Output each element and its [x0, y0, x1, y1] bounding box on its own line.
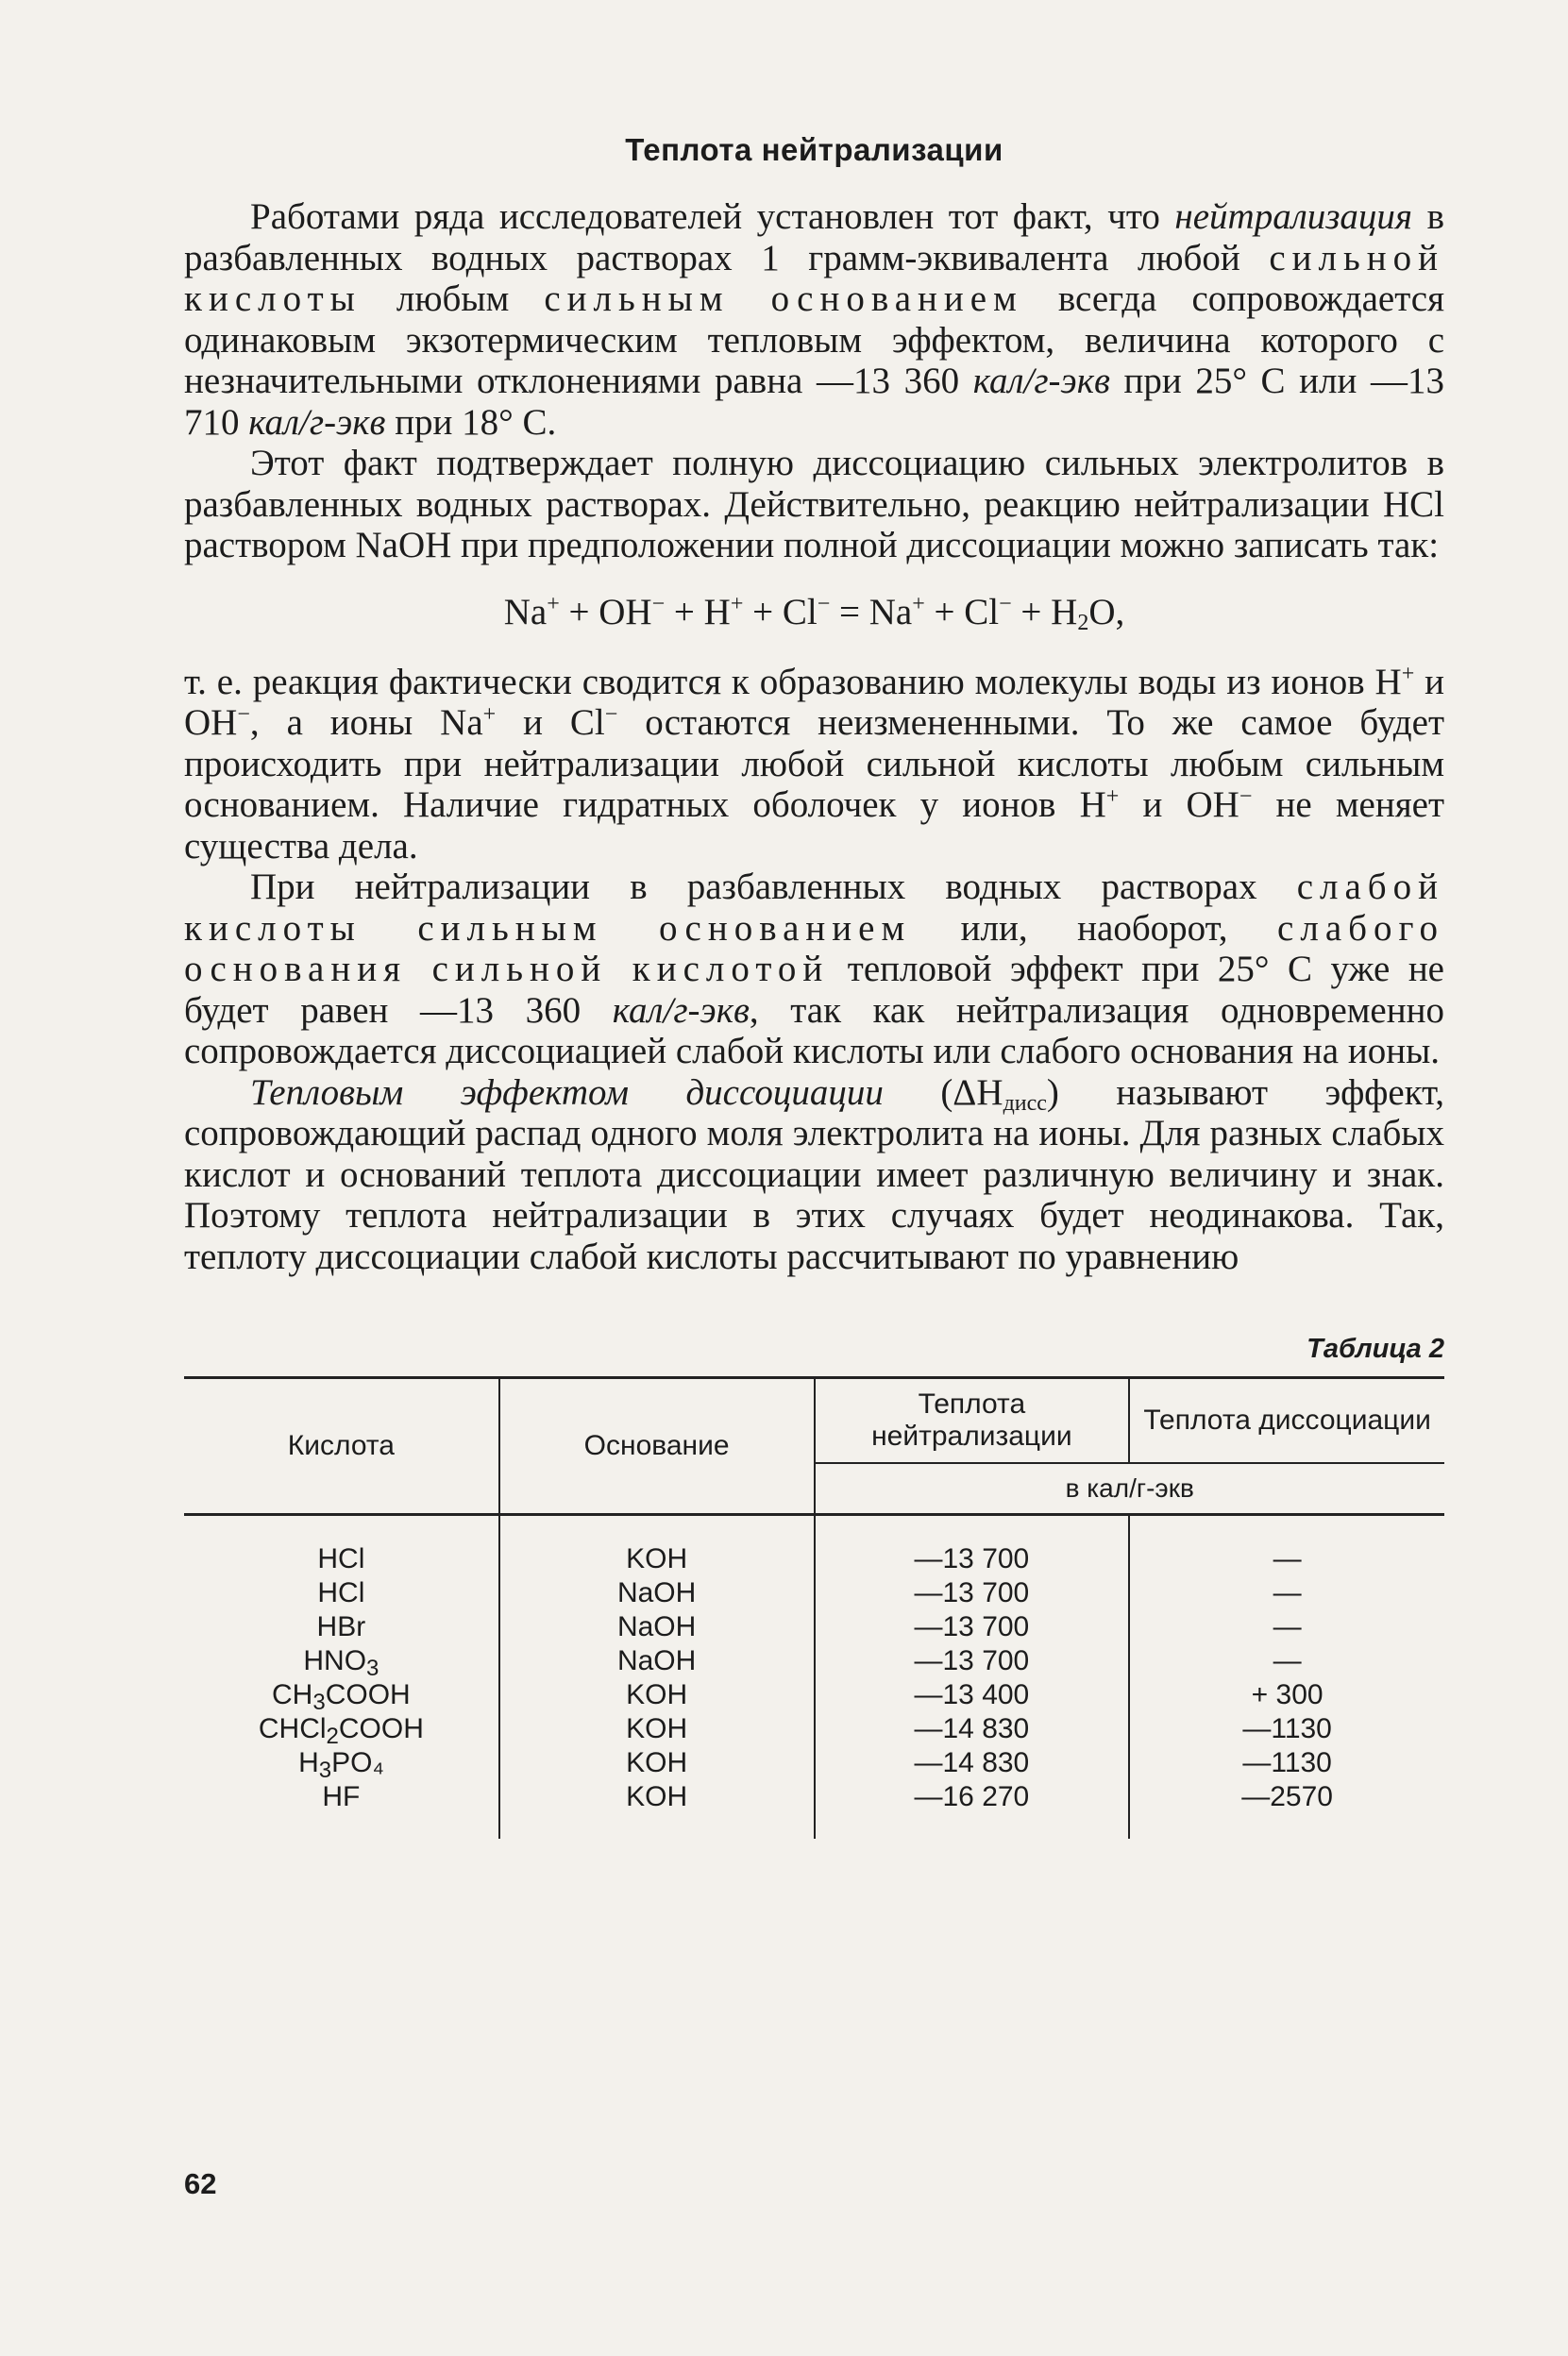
paragraph-3: т. е. реакция фактически сводится к образованию молекулы воды из ионов H+ и OH−, а ионы Na+ и Cl− остаются неизмененными. То же самое будет происходить при нейтрализации любой сильной кислоты любым сильным основанием. Наличие гидратных оболочек у ионов H+ и OH− не меняет существа дела.: [184, 661, 1445, 867]
cell-neutralization: —13 700: [815, 1610, 1130, 1644]
cell-dissociation: —: [1129, 1576, 1444, 1610]
heat-table: [184, 1376, 1444, 1839]
table-row: [184, 1576, 1444, 1610]
table-caption: Таблица 2: [1307, 1334, 1444, 1364]
cell-dissociation: —: [1129, 1644, 1444, 1678]
cell-neutralization: —14 830: [815, 1712, 1130, 1746]
cell-acid: $H_3PO_4$: [298, 1747, 384, 1783]
cell-acid: HF: [322, 1781, 361, 1812]
header-acid: Кислота: [287, 1430, 395, 1461]
cell-acid: HCl: [317, 1577, 365, 1608]
cell-acid: $CH_3COOH$: [272, 1679, 411, 1715]
cell-acid: $HNO_3$: [303, 1645, 379, 1681]
cell-dissociation: —1130: [1129, 1712, 1444, 1746]
header-neutralization: Теплота нейтрализации: [815, 1378, 1130, 1464]
cell-dissociation: + 300: [1129, 1678, 1444, 1712]
cell-dissociation: —2570: [1129, 1780, 1444, 1839]
table-row: [184, 1780, 1444, 1839]
cell-acid: HBr: [316, 1611, 366, 1642]
paragraph-4: При нейтрализации в разбавленных водных растворах слабой кислоты сильным основанием или, наоборот, слабого основания сильной кислотой тепловой эффект при 25° С уже не будет равен —13 360 кал/г-экв, так как нейтрализация одновременно сопровождается диссоциацией слабой кислоты или слабого основания на ионы.: [184, 867, 1444, 1071]
cell-base: KOH: [499, 1746, 815, 1780]
table-row: [184, 1746, 1444, 1780]
cell-neutralization: —14 830: [815, 1746, 1130, 1780]
header-base: Основание: [499, 1378, 815, 1515]
header-units: в кал/г-экв: [815, 1463, 1445, 1515]
paragraph-1: Работами ряда исследователей установлен тот факт, что нейтрализация в разбавленных водных растворах 1 грамм-эквивалента любой сильной кислоты любым сильным основанием всегда сопровождается одинаковым экзотермическим тепловым эффектом, величина которого с незначительными отклонениями равна —13 360 кал/г-экв при 25° С или —13 710 кал/г-экв при 18° С.: [184, 196, 1445, 443]
section-title: Теплота нейтрализации: [625, 132, 1003, 167]
cell-neutralization: —16 270: [815, 1780, 1130, 1839]
page-number: 62: [184, 2167, 217, 2200]
cell-dissociation: —1130: [1129, 1746, 1444, 1780]
cell-base: NaOH: [499, 1576, 815, 1610]
paragraph-2: Этот факт подтверждает полную диссоциацию сильных электролитов в разбавленных водных растворах. Действительно, реакцию нейтрализации HCl раствором NaOH при предположении полной диссоциации можно записать так:: [184, 443, 1444, 565]
cell-base: KOH: [499, 1780, 815, 1839]
cell-base: NaOH: [499, 1644, 815, 1678]
cell-acid: CHCl$_2$COOH: [258, 1713, 424, 1749]
cell-neutralization: —13 700: [815, 1576, 1130, 1610]
cell-neutralization: —13 700: [815, 1515, 1130, 1577]
cell-neutralization: —13 700: [815, 1644, 1130, 1678]
table-body: [184, 1515, 1444, 1840]
cell-acid: HCl: [317, 1543, 365, 1574]
cell-base: KOH: [499, 1678, 815, 1712]
cell-base: KOH: [499, 1515, 815, 1577]
table-row: [184, 1610, 1444, 1644]
neutralization-equation: $Na^+ + OH^- + H^+ + Cl^- = Na^+ + Cl^- + H_2O$,: [503, 591, 1125, 635]
paragraph-5: Тепловым эффектом диссоциации $(\Delta H_{дисс})$ называют эффект, сопровождающий распад одного моля электролита на ионы. Для разных слабых кислот и оснований теплота диссоциации имеет различную величину и знак. Поэтому теплота нейтрализации в этих случаях будет неодинакова. Так, теплоту диссоциации слабой кислоты рассчитывают по уравнению: [184, 1071, 1444, 1277]
page-content: [184, 132, 1444, 1839]
table-row: [184, 1644, 1444, 1678]
cell-neutralization: —13 400: [815, 1678, 1130, 1712]
cell-base: NaOH: [499, 1610, 815, 1644]
cell-base: KOH: [499, 1712, 815, 1746]
cell-dissociation: —: [1129, 1610, 1444, 1644]
table-row: [184, 1515, 1444, 1577]
table-row: [184, 1712, 1444, 1746]
cell-dissociation: —: [1129, 1515, 1444, 1577]
table-row: [184, 1678, 1444, 1712]
header-dissociation: Теплота диссоциации: [1129, 1378, 1444, 1464]
